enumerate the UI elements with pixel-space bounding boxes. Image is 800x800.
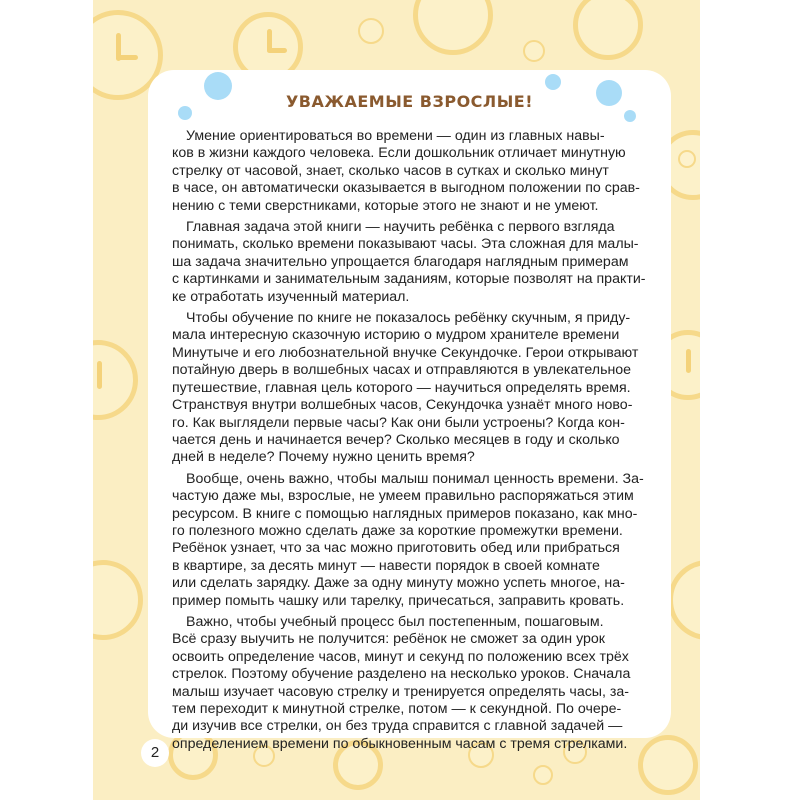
page-title: УВАЖАЕМЫЕ ВЗРОСЛЫЕ! [285, 92, 534, 111]
clock-icon [358, 18, 384, 44]
paragraph: Вообще, очень важно, чтобы малыш понимал ценность времени. За- частую даже мы, взрослые, не умеем правильно распоряжаться этим ресурсом. В книге с помощью наглядных примеров показано, как мно- го полезного можно сделать даже за короткие промежутки времени. Ребёнок узнает, что за час можно приготовить обед или прибраться в квартире, за десять минут — навести порядок в своей комнате или сделать зарядку. Даже за одну минуту можно успеть многое, на- пример помыть чашку или тарелку, причесаться, заправить кровать. [172, 470, 644, 609]
clock-icon [523, 40, 545, 62]
paragraph: Главная задача этой книги — научить ребёнка с первого взгляда понимать, сколько времени показывают часы. Эта сложная для малы- ша задача значительно упрощается благодаря наглядным примерам с картинками и занимательным заданиям, которые позволят на практи- ке отработать изученный материал. [172, 219, 646, 305]
clock-icon [678, 150, 696, 168]
paragraph: Важно, чтобы учебный процесс был постепенным, пошаговым. Всё сразу выучить не получится: ребёнок не сможет за один урок освоить определение часов, минут и секунд по положению всех трёх стрелок. Поэтому обучение разделено на несколько уроков. Сначала малыш изучает часовую стрелку и тренируется определять часы, за- тем переходит к минутной стрелке, потом — к секундной. По очере- ди изучив все стрелки, он без труда справится с главной задачей — определением времени по обыкновенным часам с тремя стрелками. [172, 613, 631, 752]
page-number: 2 [141, 739, 169, 767]
clock-icon [533, 765, 553, 785]
clock-icon [413, 0, 493, 55]
body-text [172, 128, 654, 757]
paragraph: Чтобы обучение по книге не показалось ребёнку скучным, я приду- мала интересную сказочную историю о мудром хранителе времени Минутыче и его любознательной внучке Секундочке. Герои открывают потайную дверь в волшебных часах и отправляются в увлекательное путешествие, главная цель которого — научиться определять время. Странствуя внутри волшебных часов, Секундочка узнаёт много ново- го. Как выглядели первые часы? Как они были устроены? Когда кон- чается день и начинается вечер? Сколько месяцев в году и сколько дней в неделе? Почему нужно ценить время? [172, 310, 639, 466]
bubble-decoration [624, 110, 636, 122]
clock-icon [573, 0, 643, 60]
clock-icon [93, 560, 143, 640]
clock-icon [93, 340, 138, 420]
paragraph: Умение ориентироваться во времени — один из главных навы- ков в жизни каждого человека. Если дошкольник отличает минутную стрелку от часовой, знает, сколько часов в сутках и сколько минут в часе, он автоматически оказывается в выгодном положении по срав- нению с теми сверстниками, которые этого не знают и не умеют. [172, 128, 640, 214]
bubble-decoration [545, 74, 561, 90]
clock-icon [668, 560, 700, 640]
